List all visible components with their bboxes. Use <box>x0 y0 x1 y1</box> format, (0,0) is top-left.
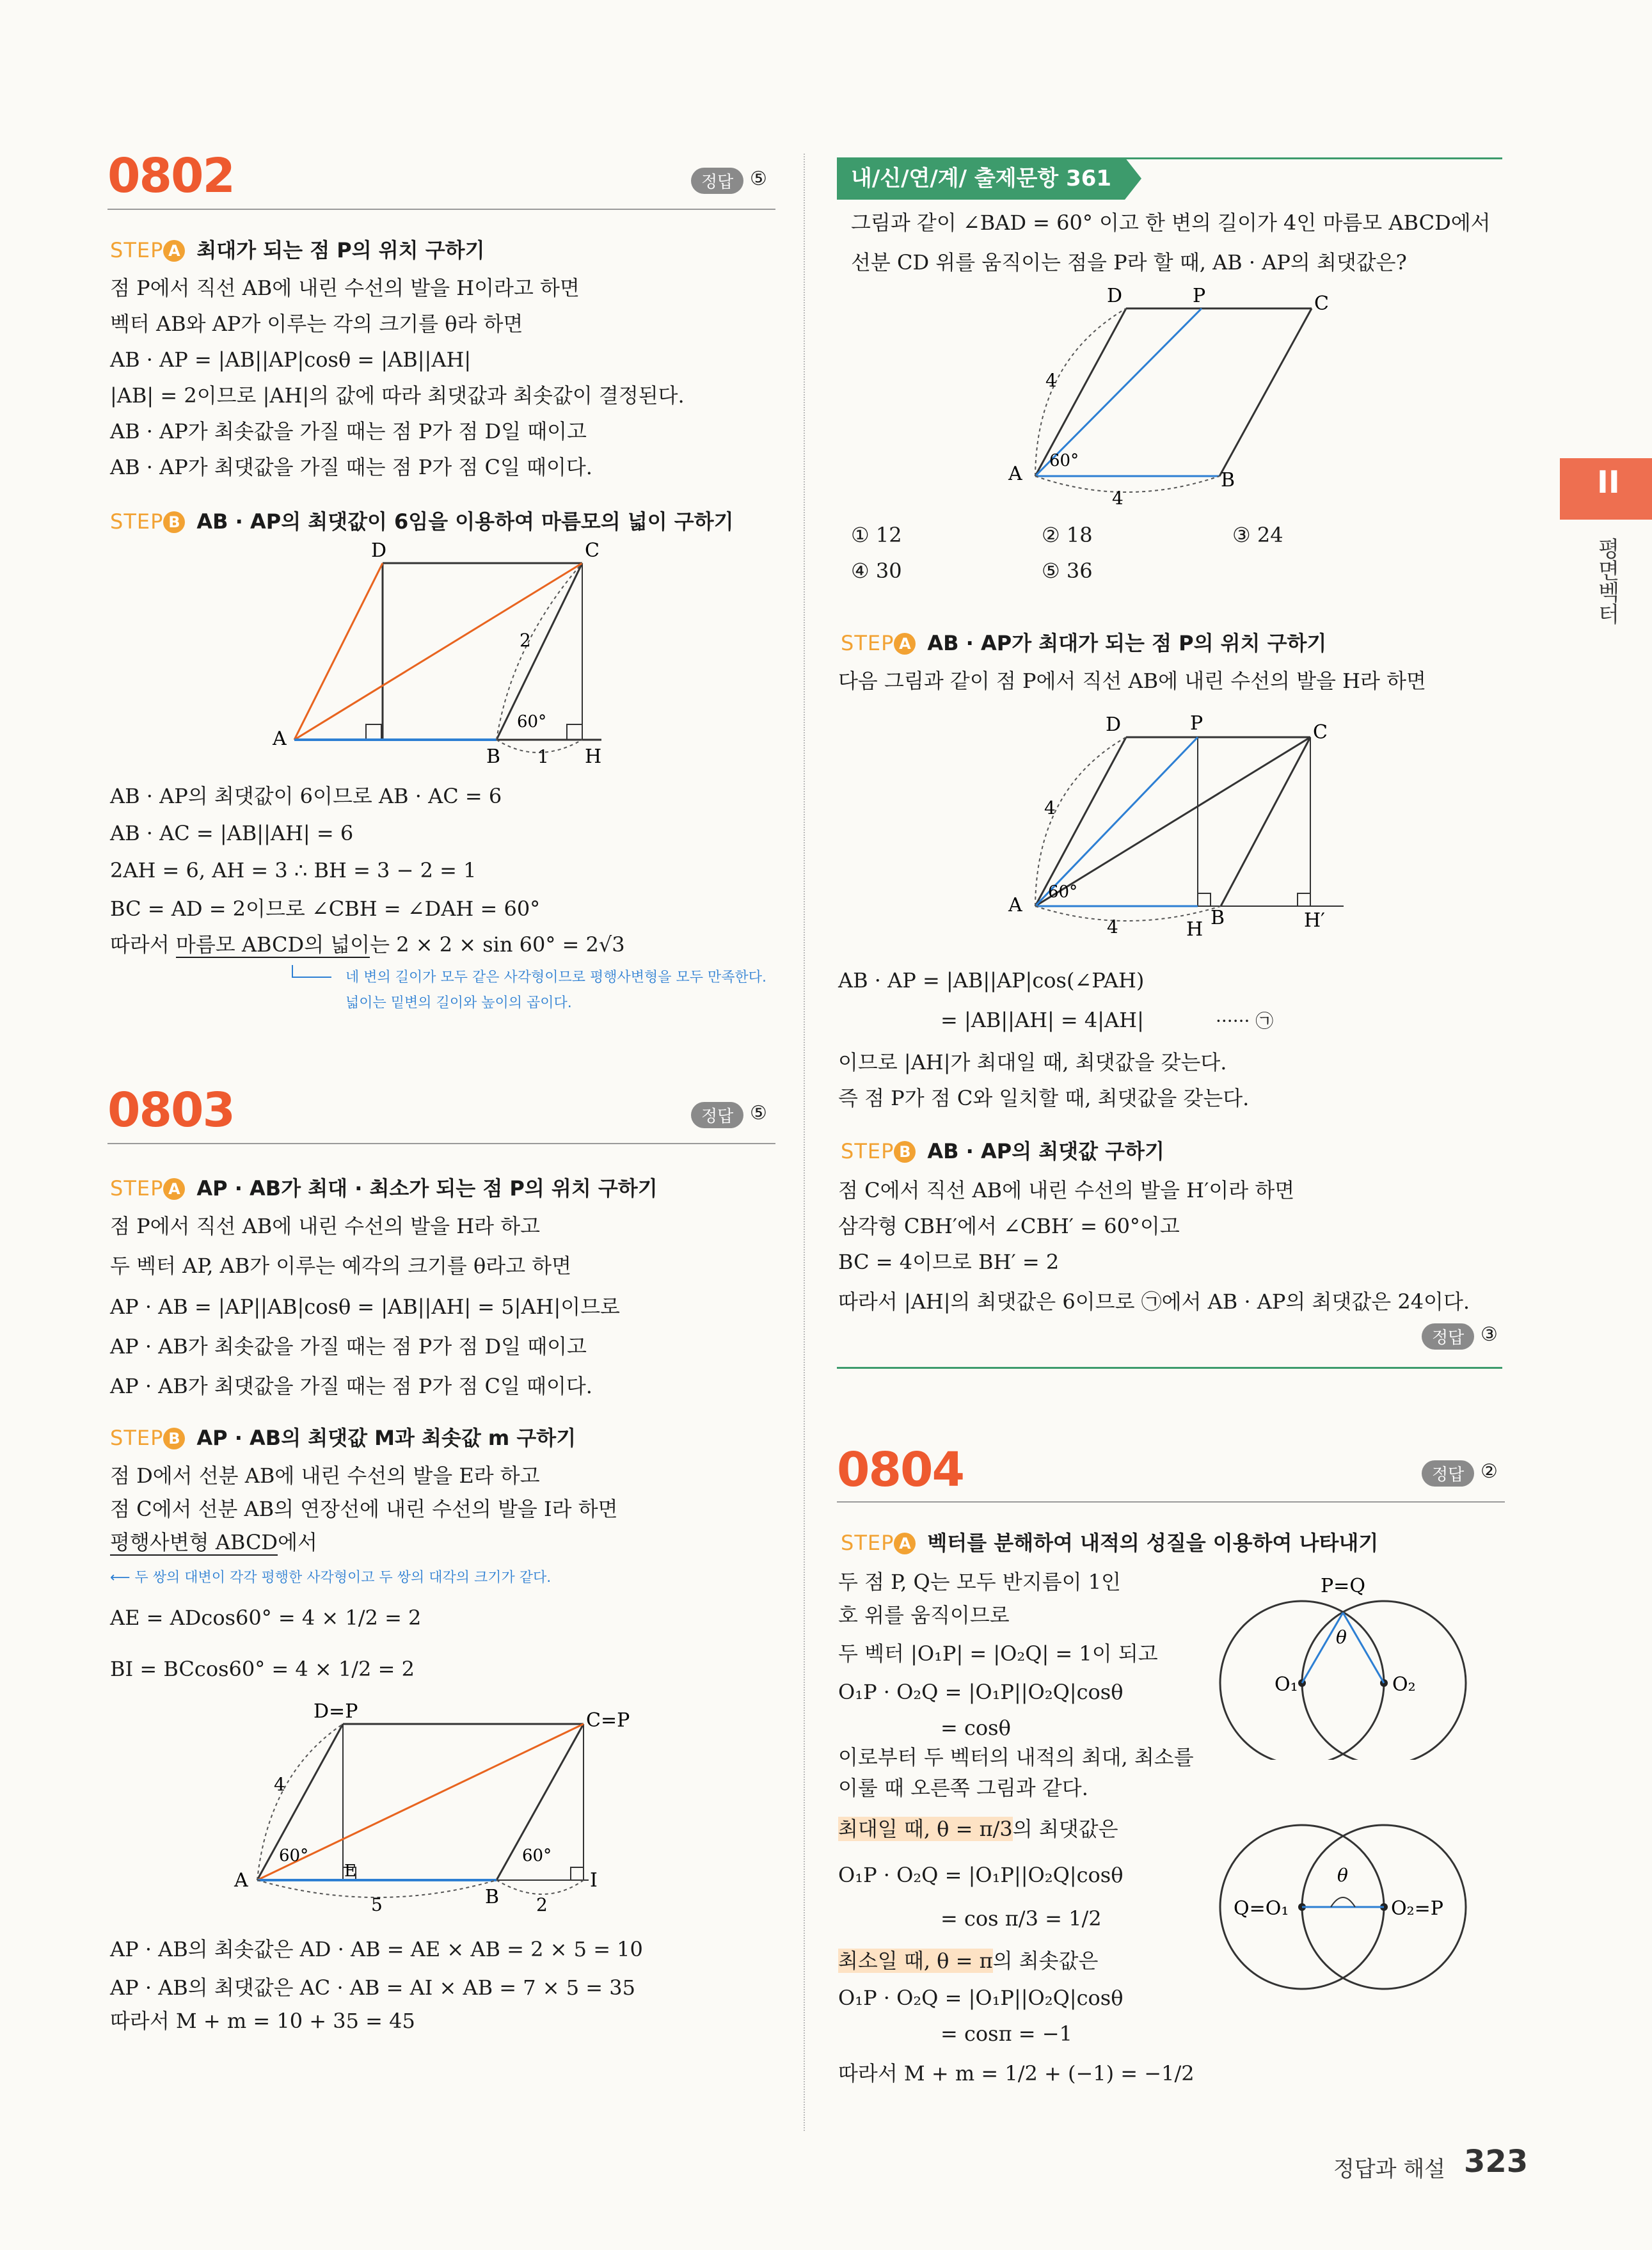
label-4: 4 <box>1112 488 1124 509</box>
label-angle: 60° <box>1048 882 1078 902</box>
rhombus-figure-0802 <box>269 541 627 772</box>
text-line: 평행사변형 ABCD에서 <box>110 1530 317 1554</box>
text-line: 삼각형 CBH′에서 ∠CBH′ = 60°이고 <box>838 1214 1180 1238</box>
text-line: = cosθ <box>941 1716 1011 1740</box>
text-line: AB · AP = |AB||AP|cosθ = |AB||AH| <box>110 347 472 372</box>
answer-value: ⑤ <box>750 168 767 190</box>
label-1: 1 <box>537 746 549 767</box>
text-line: 따라서 M + m = 10 + 35 = 45 <box>110 2009 415 2033</box>
problem-number-0803: 0803 <box>107 1083 234 1138</box>
text-line: AB · AC = |AB||AH| = 6 <box>110 821 354 845</box>
equation: BI = BCcos60° = 4 × 1/2 = 2 <box>110 1657 415 1681</box>
text-line: 두 벡터 |O₁P| = |O₂Q| = 1이 되고 <box>838 1641 1158 1666</box>
text-line: 이므로 |AH|가 최대일 때, 최댓값을 갖는다. <box>838 1050 1227 1074</box>
text-line: 두 점 P, Q는 모두 반지름이 1인 <box>838 1570 1121 1594</box>
rhombus-question-figure <box>998 284 1356 515</box>
label-C: C <box>585 541 600 562</box>
choice: ④ 30 <box>851 559 902 583</box>
text-line: AP · AB가 최댓값을 가질 때는 점 P가 점 C일 때이다. <box>110 1374 592 1398</box>
max-line: 최대일 때, θ = π/3의 최댓값은 <box>838 1817 1118 1841</box>
label-angle: 60° <box>1049 451 1079 470</box>
label-4: 4 <box>274 1774 285 1795</box>
label-H: H <box>1186 918 1203 941</box>
footer-title: 정답과 해설 <box>1333 2157 1446 2182</box>
label-D: D <box>1107 285 1123 307</box>
answer-badge: 정답 <box>691 168 743 194</box>
chapter-tab-number: II <box>1597 465 1620 500</box>
final-line: 따라서 M + m = 1/2 + (−1) = −1/2 <box>838 2061 1195 2086</box>
text-line: O₁P · O₂Q = |O₁P||O₂Q|cosθ <box>838 1986 1124 2010</box>
text-line: = cos π/3 = 1/2 <box>941 1906 1102 1931</box>
label-A: A <box>1008 894 1022 916</box>
text-line: AB · AP의 최댓값이 6이므로 AB · AC = 6 <box>110 784 502 808</box>
label-D: D <box>1106 714 1122 736</box>
label-A: A <box>273 728 287 750</box>
label-P: P <box>1193 285 1206 307</box>
label-I: I <box>590 1869 598 1892</box>
label-Q=O1: Q=O₁ <box>1234 1897 1289 1920</box>
label-H: H <box>585 746 602 768</box>
label-O1: O₁ <box>1275 1673 1298 1696</box>
answer-value: ⑤ <box>750 1102 767 1124</box>
label-4: 4 <box>1107 916 1118 938</box>
answer-value: ③ <box>1481 1323 1498 1346</box>
label-theta: θ <box>1337 1865 1348 1886</box>
choice: ② 18 <box>1042 523 1093 547</box>
choice: ③ 24 <box>1232 523 1283 547</box>
divider <box>107 209 775 210</box>
text-line: 2AH = 6, AH = 3 ∴ BH = 3 − 2 = 1 <box>110 858 477 882</box>
text-line: 점 P에서 직선 AB에 내린 수선의 발을 H이라고 하면 <box>110 276 580 300</box>
tag-label: ······ ㉠ <box>1216 1010 1274 1032</box>
text-line: 다음 그림과 같이 점 P에서 직선 AB에 내린 수선의 발을 H라 하면 <box>838 669 1426 693</box>
text-line: O₁P · O₂Q = |O₁P||O₂Q|cosθ <box>838 1863 1124 1887</box>
column-divider <box>804 154 805 2131</box>
divider <box>107 1143 775 1144</box>
text-line: BC = 4이므로 BH′ = 2 <box>838 1250 1060 1274</box>
problem-number-0804: 0804 <box>837 1442 964 1497</box>
divider <box>837 1501 1505 1503</box>
step-a-heading: STEP A 최대가 되는 점 P의 위치 구하기 <box>110 238 485 262</box>
text-line: AP · AB가 최솟값을 가질 때는 점 P가 점 D일 때이고 <box>110 1334 587 1359</box>
note: ⟵ 두 쌍의 대변이 각각 평행한 사각형이고 두 쌍의 대각의 크기가 같다. <box>110 1570 552 1586</box>
text-line: 따라서 |AH|의 최댓값은 6이므로 ㉠에서 AB · AP의 최댓값은 24이다. <box>838 1289 1470 1314</box>
text-line: 두 벡터 AP, AB가 이루는 예각의 크기를 θ라고 하면 <box>110 1254 572 1278</box>
text-line: = |AB||AH| = 4|AH| <box>941 1008 1144 1032</box>
question-line: 선분 CD 위를 움직이는 점을 P라 할 때, AB · AP의 최댓값은? <box>851 250 1407 275</box>
answer-badge: 정답 <box>1422 1323 1474 1350</box>
step-a-heading: STEP A AP · AB가 최대 · 최소가 되는 점 P의 위치 구하기 <box>110 1176 658 1201</box>
text-line: AP · AB의 최솟값은 AD · AB = AE × AB = 2 × 5 = 10 <box>110 1937 643 1961</box>
label-B: B <box>485 1886 500 1908</box>
note-connector <box>292 965 293 978</box>
label-B: B <box>1221 469 1235 491</box>
label-4: 4 <box>1045 370 1057 391</box>
label-B: B <box>1211 907 1225 929</box>
text-line: 호 위를 움직이므로 <box>838 1603 1010 1627</box>
label-H-prime: H′ <box>1304 909 1325 932</box>
text-line: AP · AB의 최댓값은 AC · AB = AI × AB = 7 × 5 = 35 <box>110 1975 636 2000</box>
equation: AE = ADcos60° = 4 × 1/2 = 2 <box>110 1606 422 1630</box>
text-line: AB · AP = |AB||AP|cos(∠PAH) <box>838 968 1145 993</box>
choice: ① 12 <box>851 523 902 547</box>
note: 넓이는 밑변의 길이와 높이의 곱이다. <box>345 995 572 1011</box>
label-angle: 60° <box>279 1846 309 1865</box>
parallelogram-figure-0803 <box>230 1697 653 1927</box>
note: 네 변의 길이가 모두 같은 사각형이므로 평행사변형을 모두 만족한다. <box>345 969 766 985</box>
text-line: 이룰 때 오른쪽 그림과 같다. <box>838 1776 1088 1800</box>
note-connector <box>292 977 331 978</box>
step-b-heading: STEP B AB · AP의 최댓값 구하기 <box>841 1139 1164 1163</box>
final-line: 따라서 마름모 ABCD의 넓이는 2 × 2 × sin 60° = 2√3 <box>110 932 625 957</box>
text-line: 점 C에서 선분 AB의 연장선에 내린 수선의 발을 I라 하면 <box>110 1497 618 1521</box>
banner-rule <box>837 1367 1502 1369</box>
text-line: O₁P · O₂Q = |O₁P||O₂Q|cosθ <box>838 1680 1124 1704</box>
label-A: A <box>234 1869 248 1892</box>
text-line: 점 D에서 선분 AB에 내린 수선의 발을 E라 하고 <box>110 1464 540 1488</box>
text-line: BC = AD = 2이므로 ∠CBH = ∠DAH = 60° <box>110 897 541 921</box>
text-line: 이로부터 두 벡터의 내적의 최대, 최소를 <box>838 1745 1194 1769</box>
label-E: E <box>344 1862 356 1881</box>
text-line: 점 C에서 직선 AB에 내린 수선의 발을 H′이라 하면 <box>838 1178 1295 1202</box>
label-angle: 60° <box>517 712 547 731</box>
answer-value: ② <box>1481 1460 1498 1483</box>
step-b-heading: STEP B AP · AB의 최댓값 M과 최솟값 m 구하기 <box>110 1426 576 1450</box>
rhombus-solution-figure <box>998 712 1356 948</box>
problem-number-0802: 0802 <box>107 148 234 203</box>
label-O2: O₂ <box>1392 1673 1416 1696</box>
label-A: A <box>1008 463 1022 485</box>
label-4: 4 <box>1044 797 1056 818</box>
label-5: 5 <box>371 1894 383 1915</box>
text-line: AB · AP가 최솟값을 가질 때는 점 P가 점 D일 때이고 <box>110 419 587 443</box>
label-B: B <box>486 746 501 768</box>
text-line: 점 P에서 직선 AB에 내린 수선의 발을 H라 하고 <box>110 1214 541 1238</box>
min-line: 최소일 때, θ = π의 최솟값은 <box>838 1949 1099 1973</box>
circles-figure-min <box>1203 1817 1484 2009</box>
banner-linked-problem: 내/신/연/계/ 출제문항 361 <box>837 157 1125 200</box>
chapter-tab-label: 평면벡터 <box>1594 538 1619 625</box>
step-b-heading: STEP B AB · AP의 최댓값이 6임을 이용하여 마름모의 넓이 구하기 <box>110 509 734 534</box>
label-O2=P: O₂=P <box>1391 1897 1443 1920</box>
text-line: AP · AB = |AP||AB|cosθ = |AB||AH| = 5|AH|이므로 <box>110 1295 620 1319</box>
answer-badge: 정답 <box>691 1102 743 1128</box>
label-C: C <box>1313 721 1328 744</box>
text-line: AB · AP가 최댓값을 가질 때는 점 P가 점 C일 때이다. <box>110 455 592 479</box>
label-D=P: D=P <box>314 1700 358 1723</box>
label-C=P: C=P <box>586 1709 630 1732</box>
text-line: = cosπ = −1 <box>941 2022 1072 2046</box>
label-C: C <box>1314 292 1329 315</box>
circles-figure-max <box>1203 1568 1484 1760</box>
step-a-heading: STEP A 벡터를 분해하여 내적의 성질을 이용하여 나타내기 <box>841 1531 1379 1555</box>
label-angle: 60° <box>522 1846 552 1865</box>
page-number: 323 <box>1464 2144 1529 2180</box>
text-line: |AB| = 2이므로 |AH|의 값에 따라 최댓값과 최솟값이 결정된다. <box>110 383 685 408</box>
choice: ⑤ 36 <box>1042 559 1093 583</box>
label-D: D <box>371 541 387 562</box>
step-a-heading: STEP A AB · AP가 최대가 되는 점 P의 위치 구하기 <box>841 631 1327 655</box>
question-line: 그림과 같이 ∠BAD = 60° 이고 한 변의 길이가 4인 마름모 ABCD에서 <box>851 211 1491 235</box>
text-line: 벡터 AB와 AP가 이루는 각의 크기를 θ라 하면 <box>110 312 523 336</box>
label-2: 2 <box>520 630 531 651</box>
label-theta: θ <box>1336 1627 1347 1648</box>
answer-badge: 정답 <box>1422 1460 1474 1487</box>
text-line: 즉 점 P가 점 C와 일치할 때, 최댓값을 갖는다. <box>838 1086 1250 1110</box>
label-P=Q: P=Q <box>1321 1575 1365 1597</box>
label-P: P <box>1190 712 1203 735</box>
label-2: 2 <box>536 1894 548 1915</box>
